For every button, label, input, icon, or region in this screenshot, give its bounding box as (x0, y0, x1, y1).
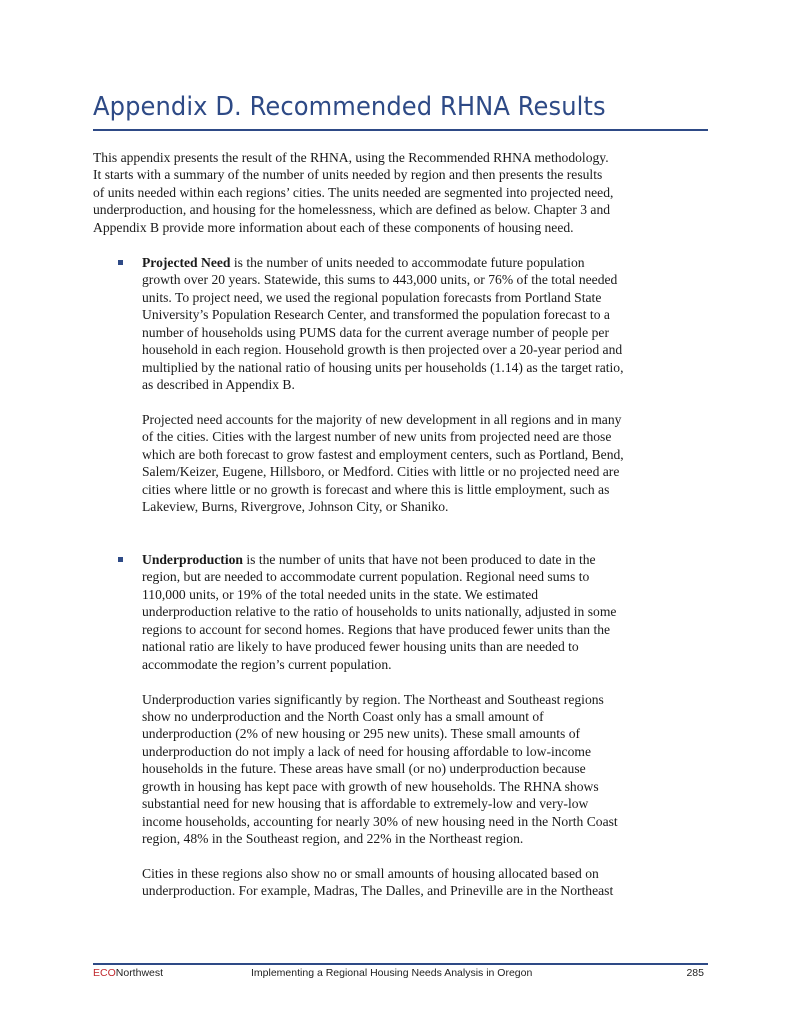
text-line: income households, accounting for nearly 30% of new housing need in the North Coast (142, 813, 618, 829)
text-line (142, 254, 712, 271)
text-line (142, 551, 712, 568)
text-span: is the number of units needed to accommodate future population (233, 255, 585, 270)
title-rule (93, 129, 708, 131)
text-line: region, 48% in the Southeast region, and 22% in the Northeast region. (142, 831, 524, 846)
text-line: growth over 20 years. Statewide, this sums to 443,000 units, or 76% of the total needed (142, 272, 618, 288)
text-line: accommodate the region’s current population. (142, 656, 392, 672)
footer-rule (93, 963, 708, 965)
page-number: 285 (686, 967, 704, 979)
text-line: It starts with a summary of the number of units needed by region and then presents the results (93, 167, 603, 183)
footer-doc-title: Implementing a Regional Housing Needs Analysis in Oregon (251, 967, 533, 979)
text-line: household in each region. Household growth is then projected over a 20-year period and (142, 342, 623, 358)
text-line: region, but are needed to accommodate current population. Regional need sums to (142, 569, 590, 585)
text-line: number of households using PUMS data for the current average number of people per (142, 324, 609, 340)
text-line: of units needed within each regions’ cities. The units needed are segmented into projected need, (93, 184, 614, 200)
bullet-term: Projected Need (142, 255, 231, 270)
text-line: Cities in these regions also show no or small amounts of housing allocated based on (142, 865, 599, 881)
text-line: which are both forecast to grow fastest and employment centers, such as Portland, Bend, (142, 446, 624, 462)
intro-paragraph (93, 149, 713, 236)
text-line: as described in Appendix B. (142, 377, 295, 393)
paragraph-gap (142, 673, 712, 690)
bullet-marker (118, 557, 123, 562)
text-line: of the cities. Cities with the largest number of new units from projected need are those (142, 429, 612, 445)
text-line: show no underproduction and the North Coast only has a small amount of (142, 708, 544, 724)
text-line: 110,000 units, or 19% of the total needed units in the state. We estimated (142, 586, 539, 602)
text-line: This appendix presents the result of the RHNA, using the Recommended RHNA methodology. (93, 150, 609, 165)
footer-brand: ECONorthwest (93, 967, 164, 979)
text-line: University’s Population Research Center, and transformed the population forecast to a (142, 307, 610, 323)
bullet-underproduction (142, 551, 712, 900)
text-span: is the number of units that have not been produced to date in the (246, 552, 596, 567)
text-line: Projected need accounts for the majority of new development in all regions and in many (142, 411, 622, 427)
text-line: regions to account for second homes. Regions that have produced fewer units than the (142, 621, 611, 637)
text-line: Lakeview, Burns, Rivergrove, Johnson City, or Shaniko. (142, 499, 449, 515)
paragraph-gap (142, 847, 712, 864)
page-title: Appendix D. Recommended RHNA Results (93, 92, 606, 122)
text-line: underproduction. For example, Madras, The Dalles, and Prineville are in the Northeast (142, 883, 614, 899)
text-line: Appendix B provide more information about each of these components of housing need. (93, 219, 574, 235)
bullet-projected-need (142, 254, 712, 516)
bullet-marker (118, 260, 123, 265)
text-line: underproduction, and housing for the homelessness, which are defined as below. Chapter 3 and (93, 202, 611, 218)
text-line: underproduction (2% of new housing or 295 new units). These small amounts of (142, 726, 581, 742)
text-line: Underproduction varies significantly by region. The Northeast and Southeast regions (142, 691, 604, 707)
text-line: multiplied by the national ratio of housing units per households (1.14) as the target ratio, (142, 359, 624, 375)
text-line: cities where little or no growth is forecast and where this is little employment, such as (142, 481, 610, 497)
text-line: growth in housing has kept pace with growth of new households. The RHNA shows (142, 778, 599, 794)
paragraph-gap (142, 394, 712, 411)
text-line: Salem/Keizer, Eugene, Hillsboro, or Medford. Cities with little or no projected need are (142, 464, 620, 480)
text-line: households in the future. These areas have small (or no) underproduction because (142, 761, 586, 777)
text-line: substantial need for new housing that is affordable to extremely-low and very-low (142, 796, 589, 812)
text-line: units. To project need, we used the regional population forecasts from Portland State (142, 289, 602, 305)
text-line: national ratio are likely to have produced fewer housing units than are needed to (142, 639, 579, 655)
text-line: underproduction do not imply a lack of need for housing affordable to low-income (142, 743, 591, 759)
text-line: underproduction relative to the ratio of households to units nationally, adjusted in some (142, 604, 617, 620)
bullet-term: Underproduction (142, 552, 243, 567)
